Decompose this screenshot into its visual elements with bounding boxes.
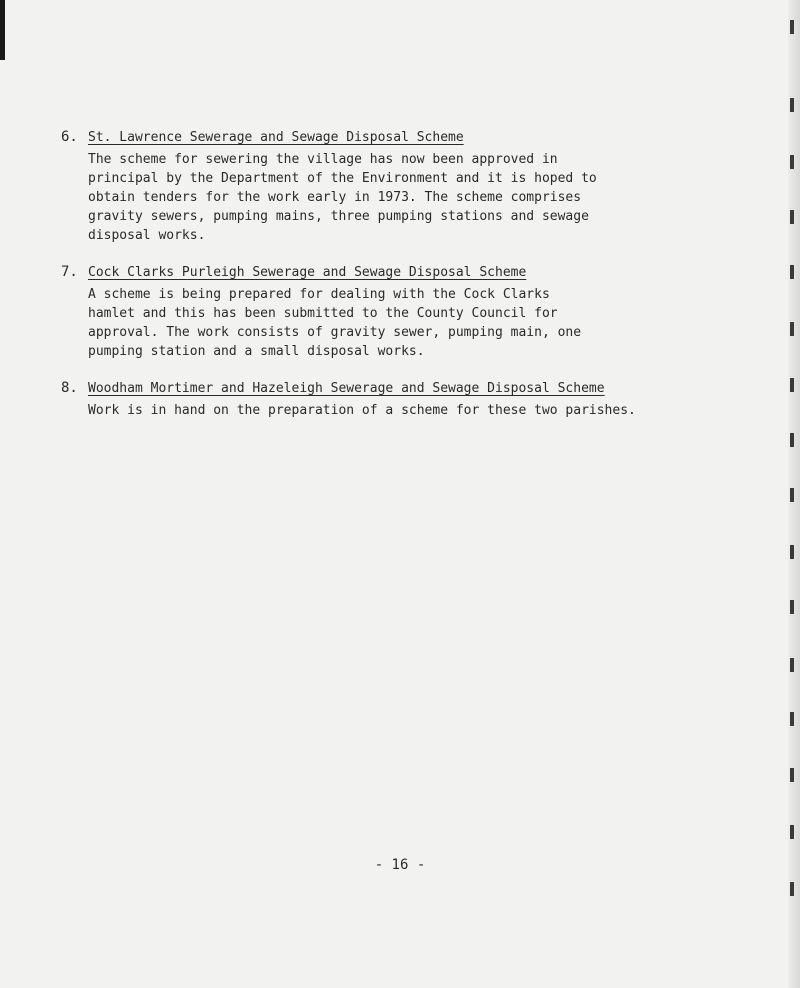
section-cock-clarks — [61, 263, 778, 361]
scan-edge-mark — [790, 712, 794, 726]
section-body: A scheme is being prepared for dealing with the Cock Clarks hamlet and this has been submitted to the County Council for approval. The work consists of gravity sewer, pumping main, one pumping station and a small disposal works. — [88, 287, 582, 359]
scan-edge-mark — [790, 768, 794, 782]
scan-edge-mark — [790, 210, 794, 224]
scan-edge-mark — [790, 155, 794, 169]
section-heading: Woodham Mortimer and Hazeleigh Sewerage and Sewage Disposal Scheme — [88, 381, 605, 396]
page-number: - 16 - — [374, 857, 426, 873]
scan-edge-mark — [0, 0, 5, 60]
scan-edge-mark — [790, 600, 794, 614]
scan-edge-mark — [790, 882, 794, 896]
section-body: The scheme for sewering the village has now been approved in principal by the Department of the Environment and it is hoped to obtain tenders for the work early in 1973. The scheme comprises gravity sewers, pumping mains, three pumping stations and sewage disposal works. — [88, 152, 597, 243]
section-heading: Cock Clarks Purleigh Sewerage and Sewage Disposal Scheme — [88, 265, 527, 280]
section-heading: St. Lawrence Sewerage and Sewage Disposal Scheme — [88, 130, 464, 145]
section-number: 6. — [61, 129, 78, 145]
section-st-lawrence — [61, 128, 778, 245]
scan-edge-mark — [790, 658, 794, 672]
section-number: 8. — [61, 380, 78, 396]
scan-edge-mark — [790, 378, 794, 392]
scan-edge-mark — [790, 488, 794, 502]
scan-edge-mark — [790, 98, 794, 112]
section-woodham-mortimer — [61, 379, 778, 420]
scan-edge-mark — [790, 20, 794, 34]
scan-edge-mark — [790, 545, 794, 559]
scan-edge-mark — [790, 433, 794, 447]
scan-edge-mark — [790, 322, 794, 336]
scan-edge-mark — [790, 825, 794, 839]
scan-edge-mark — [790, 265, 794, 279]
section-body: Work is in hand on the preparation of a scheme for these two parishes. — [88, 403, 636, 418]
section-number: 7. — [61, 264, 78, 280]
